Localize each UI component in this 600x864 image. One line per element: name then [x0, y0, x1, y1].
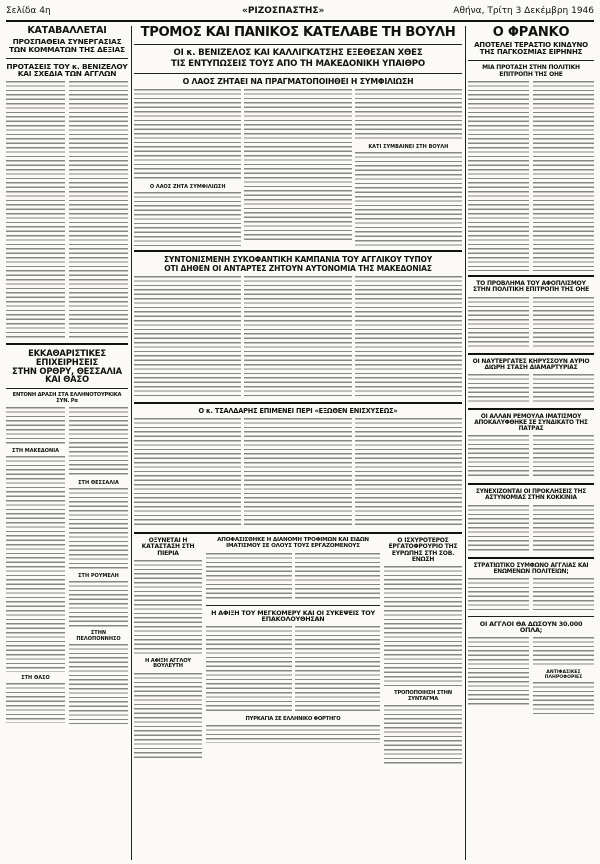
headline: ΜΙΑ ΠΡΟΤΑΣΗ ΣΤΗΝ ΠΟΛΙΤΙΚΗ ΕΠΙΤΡΟΠΗ ΤΗΣ ΟΗΕ: [482, 64, 580, 78]
text-column: [468, 578, 529, 612]
masthead: [6, 4, 594, 20]
text-column: [134, 276, 241, 398]
section-heading: ΣΤΗ ΜΑΚΕΔΟΝΙΑ: [12, 448, 59, 455]
text-block: [69, 488, 128, 570]
divider: [468, 60, 594, 61]
section-heading: ΣΤΗ ΡΟΥΜΕΛΗ: [78, 573, 119, 580]
headline: Ο ΦΡΑΝΚΟ: [492, 26, 570, 40]
text-block: [384, 566, 462, 688]
text-column: [468, 435, 529, 479]
text-column: [6, 407, 65, 724]
article: [134, 538, 202, 765]
headline: ΟΞΥΝΕΤΑΙ Η ΚΑΤΑΣΤΑΣΗ ΣΤΗ ΠΙΕΡΙΑ: [141, 536, 195, 557]
headline: ΣΤΡΑΤΙΩΤΙΚΟ ΣΥΜΦΩΝΟ ΑΓΓΛΙΑΣ ΚΑΙ ΕΝΩΜΕΝΩΝ ΠΟΛΙΤΕΙΩΝ;: [473, 562, 589, 575]
headline: ΟΙ ΑΓΓΛΟΙ ΘΑ ΔΩΣΟΥΝ 30.000 ΟΠΛΑ;: [479, 619, 583, 635]
text-column: [206, 626, 292, 714]
headline: ΟΙ ΝΑΥΤΕΡΓΑΤΕΣ ΚΗΡΥΣΣΟΥΝ ΑΥΡΙΟ ΔΙΩΡΗ ΣΤΑΣΗ ΔΙΑΜΑΡΤΥΡΙΑΣ: [472, 357, 590, 371]
text-block: [6, 683, 65, 723]
article-body: [468, 578, 594, 612]
headline: ΑΠΟΤΕΛΕΙ ΤΕΡΑΣΤΙΟ ΚΙΝΔΥΝΟ: [474, 40, 588, 49]
divider: [468, 616, 594, 617]
masthead-rule: [6, 20, 594, 22]
text-column: [355, 418, 462, 528]
article-body: [134, 89, 462, 246]
text-block: [69, 407, 128, 477]
text-column: [69, 81, 128, 339]
headline: ΣΤΗΝ ΟΡΘΡΥ, ΘΕΣΣΑΛΙΑ ΚΑΙ ΘΑΣΟ: [12, 365, 122, 385]
headline: ΤΩΝ ΚΟΜΜΑΤΩΝ ΤΗΣ ΔΕΞΙΑΣ: [9, 44, 125, 54]
text-block: [6, 407, 65, 445]
section-heading: ΑΝΤΙΦΑΣΙΚΕΣ ΠΛΗΡΟΦΟΡΙΕΣ: [544, 670, 583, 681]
subheadline: ΕΝΤΟΝΗ ΔΡΑΣΗ ΣΤΑ ΕΛΛΗΝΟΤΟΥΡΚΙΚΑ ΣΥΝ. Ρα: [12, 392, 122, 404]
text-column: [468, 81, 529, 271]
text-block: [533, 637, 594, 667]
text-column: [244, 276, 351, 398]
text-block: [69, 644, 128, 724]
headline: ΟΙ ΑΛΛΑΝ ΡΕΜΟΥΛΑ ΙΜΑΤΙΣΜΟΥ ΑΠΟΚΑΛΥΦΘΗΚΕ ΣΕ ΣΥΝΔΙΚΑΤΟ ΤΗΣ ΠΑΤΡΑΣ: [474, 414, 588, 433]
divider: [134, 532, 462, 534]
divider: [6, 58, 128, 59]
section-heading: ΣΤΗ ΘΕΣΣΑΛΙΑ: [78, 480, 119, 487]
text-column: [468, 374, 529, 404]
text-block: [134, 560, 202, 656]
article-body: [206, 553, 380, 601]
text-column: [468, 297, 529, 349]
paper-name: «ΡΙΖΟΣΠΑΣΤΗΣ»: [242, 6, 325, 16]
article-body: [468, 637, 594, 714]
divider: [134, 73, 462, 74]
headline: ΚΑΙ ΣΧΕΔΙΑ ΤΩΝ ΑΓΓΛΩΝ: [17, 69, 117, 79]
headline: ΤΗΣ ΠΑΓΚΟΣΜΙΑΣ ΕΙΡΗΝΗΣ: [479, 47, 583, 56]
text-block: [69, 581, 128, 627]
text-column: [355, 89, 462, 246]
text-column: [206, 553, 292, 601]
section-heading: ΚΑΤΙ ΣΥΜΒΑΙΝΕΙ ΣΤΗ ΒΟΥΛΗ: [368, 144, 449, 151]
text-block: [384, 705, 462, 765]
article-body: [6, 407, 128, 724]
text-block: [134, 192, 241, 246]
article-body: [468, 435, 594, 479]
headline: ΤΟ ΠΡΟΒΛΗΜΑ ΤΟΥ ΑΦΟΠΛΙΣΜΟΥ ΣΤΗΝ ΠΟΛΙΤΙΚΗ ΕΠΙΤΡΟΠΗ ΤΗΣ ΟΗΕ: [472, 279, 589, 294]
headline: ΠΡΟΤΑΣΕΙΣ ΤΟΥ κ. ΒΕΝΙΖΕΛΟΥ: [6, 61, 128, 71]
dateline: Αθήνα, Τρίτη 3 Δεκέμβρη 1946: [453, 6, 594, 16]
text-column: [6, 81, 65, 339]
headline: Ο κ. ΤΣΑΛΔΑΡΗΣ ΕΠΙΜΕΝΕΙ ΠΕΡΙ «ΕΞΩΘΕΝ ΕΝΙΣΧΥΣΕΩΣ»: [198, 407, 398, 415]
text-column: [533, 637, 594, 714]
headline: ΣΥΝΕΧΙΖΟΝΤΑΙ ΟΙ ΠΡΟΚΛΗΣΕΙΣ ΤΗΣ ΑΣΤΥΝΟΜΙΑΣ ΣΤΗΝ ΚΟΚΚΙΝΙΑ: [476, 489, 586, 502]
column-divider: [131, 26, 132, 860]
headline: ΤΡΟΠΟΠΟΙΗΣΗ ΣΤΗΝ ΣΥΝΤΑΓΜΑ: [394, 690, 452, 702]
text-block: [355, 152, 462, 246]
text-block: [244, 89, 351, 243]
article-body: [468, 81, 594, 271]
text-column: [355, 276, 462, 398]
divider: [206, 605, 380, 606]
text-block: [355, 89, 462, 141]
text-column: [134, 89, 241, 246]
text-column: [533, 435, 594, 479]
section-heading: Ο ΛΑΟΣ ΖΗΤΑ ΣΥΜΦΙΛΙΩΣΗ: [149, 184, 226, 191]
section-heading: ΣΤΗΝ ΠΕΛΟΠΟΝΝΗΣΟ: [76, 630, 121, 643]
headline: Ο ΙΣΧΥΡΟΤΕΡΟΣ ΕΡΓΑΤΟΦΡΟΥΡΙΟ ΤΗΣ ΕΥΡΩΠΗΣ ΣΤΗ ΣΟΒ. ΕΝΩΣΗ: [388, 536, 458, 563]
text-column: [468, 505, 529, 553]
headline: ΕΚΚΑΘΑΡΙΣΤΙΚΕΣ ΕΠΙΧΕΙΡΗΣΕΙΣ: [28, 348, 106, 367]
text-block: [134, 89, 241, 181]
article-body: [6, 81, 128, 339]
divider: [134, 250, 462, 252]
divider: [468, 557, 594, 559]
text-column: [533, 505, 594, 553]
column-divider: [465, 26, 466, 860]
main-headline: ΤΡΟΜΟΣ ΚΑΙ ΠΑΝΙΚΟΣ ΚΑΤΕΛΑΒΕ ΤΗ ΒΟΥΛΗ: [140, 26, 456, 40]
headline: ΤΙΣ ΕΝΤΥΠΩΣΕΙΣ ΤΟΥΣ ΑΠΟ ΤΗ ΜΑΚΕΔΟΝΙΚΗ ΥΠΑΙΘΡΟ: [171, 58, 425, 69]
page-label: Σελίδα 4η: [6, 6, 51, 16]
article: [384, 538, 462, 765]
text-column: [533, 578, 594, 612]
article-body: [468, 505, 594, 553]
newspaper-page: [6, 4, 594, 860]
headline: ΟΤΙ ΔΗΘΕΝ ΟΙ ΑΝΤΑΡΤΕΣ ΖΗΤΟΥΝ ΑΥΤΟΝΟΜΙΑ ΤΗΣ ΜΑΚΕΔΟΝΙΑΣ: [164, 264, 432, 274]
text-block: [206, 725, 380, 743]
divider: [468, 408, 594, 410]
text-column: [533, 297, 594, 349]
headline: Η ΑΦΙΞΗ ΤΟΥ ΜΕΓΚΟΜΕΡΥ ΚΑΙ ΟΙ ΣΥΚΕΨΕΙΣ ΤΟΥ ΕΠΑΚΟΛΟΥΘΗΣΑΝ: [211, 608, 375, 624]
headline: ΠΡΟΣΠΑΘΕΙΑ ΣΥΝΕΡΓΑΣΙΑΣ: [12, 36, 122, 46]
headline: ΣΥΝΤΟΝΙΣΜΕΝΗ ΣΥΚΟΦΑΝΤΙΚΗ ΚΑΜΠΑΝΙΑ ΤΟΥ ΑΓΓΛΙΚΟΥ ΤΥΠΟΥ: [163, 255, 433, 265]
article-body: [134, 418, 462, 528]
divider: [468, 275, 594, 277]
divider: [468, 353, 594, 355]
text-column: [533, 81, 594, 271]
right-column: [468, 26, 594, 860]
text-column: [244, 418, 351, 528]
article: [206, 538, 380, 765]
text-block: [134, 673, 202, 761]
headline: ΟΙ κ. ΒΕΝΙΖΕΛΟΣ ΚΑΙ ΚΑΛΛΙΓΚΑΤΣΗΣ ΕΞΕΘΕΣΑΝ ΧΘΕΣ: [173, 47, 423, 58]
divider: [6, 343, 128, 345]
text-block: [533, 682, 594, 714]
divider: [134, 44, 462, 45]
text-column: [134, 418, 241, 528]
article-body: [468, 374, 594, 404]
center-column: [134, 26, 462, 860]
divider: [6, 388, 128, 389]
text-column: [244, 89, 351, 246]
divider: [468, 483, 594, 485]
text-column: [69, 407, 128, 724]
article-body: [468, 297, 594, 349]
text-column: [533, 374, 594, 404]
bottom-articles: [134, 538, 462, 765]
article-body: [206, 626, 380, 714]
text-block: [6, 456, 65, 672]
text-column: [468, 637, 529, 707]
headline: ΑΠΟΦΑΣΙΣΘΗΚΕ Η ΔΙΑΝΟΜΗ ΤΡΟΦΙΜΩΝ ΚΑΙ ΕΙΔΩΝ ΙΜΑΤΙΣΜΟΥ ΣΕ ΟΛΟΥΣ ΤΟΥΣ ΕΡΓΑΖΟΜΕΝΟΥΣ: [217, 536, 369, 549]
headline: ΠΥΡΚΑΓΙΑ ΣΕ ΕΛΛΗΝΙΚΟ ΦΟΡΤΗΓΟ: [245, 716, 341, 723]
article-body: [134, 276, 462, 398]
text-column: [295, 626, 381, 714]
headline: ΚΑΤΑΒΑΛΛΕΤΑΙ: [27, 26, 107, 36]
section-heading: ΣΤΗ ΘΑΣΟ: [21, 675, 50, 682]
headline: Ο ΛΑΟΣ ΖΗΤΑΕΙ ΝΑ ΠΡΑΓΜΑΤΟΠΟΙΗΘΕΙ Η ΣΥΜΦΙΛΙΩΣΗ: [182, 76, 414, 86]
divider: [134, 402, 462, 404]
text-column: [295, 553, 381, 601]
left-column: [6, 26, 128, 860]
headline: Η ΑΦΙΞΗ ΑΓΓΛΟΥ ΒΟΥΛΕΥΤΗ: [145, 657, 191, 670]
